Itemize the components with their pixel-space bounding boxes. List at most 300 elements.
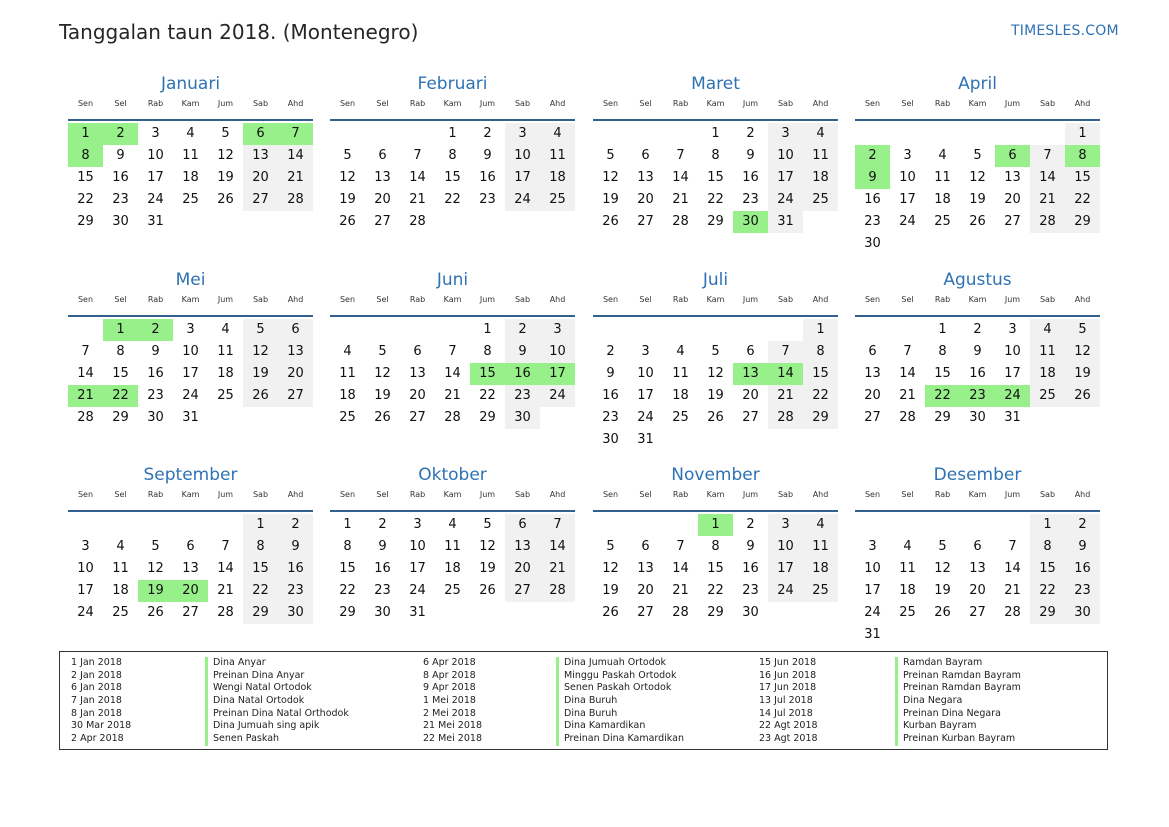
day-cell: 13 — [409, 366, 426, 381]
day-cell: 1 — [343, 517, 352, 532]
day-cell: 24 — [505, 189, 540, 211]
day-cell: 6 — [505, 514, 540, 536]
month-name: Juni — [436, 270, 469, 290]
weekday-label: Ahd — [1074, 490, 1091, 499]
day-cell: 11 — [803, 536, 838, 558]
holiday-name: Senen Paskah — [205, 733, 349, 746]
day-cell: 22 — [707, 192, 724, 207]
holiday-day-cell: 6 — [243, 123, 278, 145]
holiday-name: Dina Negara — [895, 695, 1021, 708]
day-cell: 20 — [637, 192, 654, 207]
day-cell: 2 — [505, 319, 540, 341]
weekday-label: Ahd — [287, 99, 304, 108]
day-cell: 15 — [934, 366, 951, 381]
day-cell: 4 — [803, 123, 838, 145]
day-cell: 25 — [672, 410, 689, 425]
day-cell: 5 — [343, 148, 352, 163]
day-cell: 8 — [1030, 536, 1065, 558]
day-cell: 1 — [243, 514, 278, 536]
weekday-label: Sab — [777, 490, 794, 499]
holiday-date: 8 Jan 2018 — [71, 707, 122, 719]
day-cell: 20 — [969, 583, 986, 598]
day-cell: 14 — [409, 170, 426, 185]
month-divider — [68, 119, 313, 121]
weekday-label: Ahd — [549, 99, 566, 108]
day-cell: 18 — [540, 167, 575, 189]
day-cell: 12 — [602, 561, 619, 576]
day-cell: 23 — [505, 385, 540, 407]
day-cell: 28 — [1030, 211, 1065, 233]
day-cell: 11 — [112, 561, 129, 576]
weekday-label: Sel — [376, 295, 389, 304]
day-cell: 3 — [505, 123, 540, 145]
day-cell: 15 — [803, 363, 838, 385]
day-cell: 19 — [217, 170, 234, 185]
day-cell: 21 — [217, 583, 234, 598]
day-cell: 31 — [147, 214, 164, 229]
day-cell: 28 — [540, 580, 575, 602]
day-cell: 21 — [672, 583, 689, 598]
day-cell: 19 — [602, 192, 619, 207]
day-cell: 24 — [768, 580, 803, 602]
day-cell: 21 — [444, 388, 461, 403]
weekday-header — [593, 490, 838, 506]
day-cell: 27 — [278, 385, 313, 407]
holiday-day-cell: 13 — [733, 363, 768, 385]
day-cell: 3 — [868, 539, 877, 554]
day-cell: 26 — [147, 605, 164, 620]
day-cell: 12 — [707, 366, 724, 381]
day-cell: 17 — [147, 170, 164, 185]
day-cell: 3 — [1008, 322, 1017, 337]
day-cell: 20 — [637, 583, 654, 598]
holiday-date: 8 Apr 2018 — [423, 669, 476, 681]
day-cell: 30 — [1065, 602, 1100, 624]
day-cell: 19 — [479, 561, 496, 576]
month-divider — [855, 119, 1100, 121]
day-cell: 9 — [378, 539, 387, 554]
day-cell: 26 — [602, 214, 619, 229]
day-cell: 21 — [1004, 583, 1021, 598]
day-grid — [68, 319, 313, 473]
day-cell: 17 — [899, 192, 916, 207]
day-cell: 11 — [672, 366, 689, 381]
day-cell: 14 — [672, 170, 689, 185]
holiday-day-cell: 16 — [505, 363, 540, 385]
day-cell: 8 — [938, 344, 947, 359]
day-cell: 1 — [483, 322, 492, 337]
weekday-label: Sen — [864, 295, 881, 304]
day-cell: 19 — [1065, 363, 1100, 385]
weekday-label: Kam — [968, 490, 987, 499]
weekday-label: Sel — [639, 295, 652, 304]
day-cell: 5 — [151, 539, 160, 554]
weekday-label: Rab — [147, 99, 164, 108]
day-cell: 18 — [934, 192, 951, 207]
day-cell: 3 — [540, 319, 575, 341]
day-cell: 14 — [540, 536, 575, 558]
month-mei — [68, 270, 313, 470]
day-grid — [855, 319, 1100, 473]
day-cell: 28 — [899, 410, 916, 425]
day-cell: 2 — [278, 514, 313, 536]
day-cell: 28 — [217, 605, 234, 620]
day-cell: 28 — [1004, 605, 1021, 620]
month-divider — [330, 510, 575, 512]
day-cell: 2 — [746, 517, 755, 532]
day-cell: 27 — [1004, 214, 1021, 229]
day-cell: 3 — [641, 344, 650, 359]
day-cell: 8 — [711, 148, 720, 163]
day-cell: 30 — [969, 410, 986, 425]
day-cell: 13 — [864, 366, 881, 381]
day-cell: 31 — [182, 410, 199, 425]
day-cell: 12 — [479, 539, 496, 554]
day-cell: 16 — [1065, 558, 1100, 580]
day-cell: 11 — [540, 145, 575, 167]
weekday-label: Sel — [114, 490, 127, 499]
weekday-label: Sen — [602, 99, 619, 108]
weekday-header — [68, 490, 313, 506]
holiday-day-cell: 8 — [68, 145, 103, 167]
day-cell: 6 — [378, 148, 387, 163]
day-cell: 29 — [707, 214, 724, 229]
day-cell: 22 — [1065, 189, 1100, 211]
day-cell: 16 — [864, 192, 881, 207]
day-cell: 25 — [803, 189, 838, 211]
day-cell: 10 — [182, 344, 199, 359]
holiday-day-cell: 1 — [698, 514, 733, 536]
weekday-header — [330, 99, 575, 115]
day-cell: 10 — [540, 341, 575, 363]
day-cell: 11 — [899, 561, 916, 576]
day-cell: 7 — [448, 344, 457, 359]
day-cell: 29 — [339, 605, 356, 620]
weekday-label: Jum — [217, 490, 234, 499]
day-cell: 12 — [602, 170, 619, 185]
day-cell: 10 — [864, 561, 881, 576]
day-cell: 25 — [803, 580, 838, 602]
day-cell: 5 — [483, 517, 492, 532]
holiday-name: Preinan Ramdan Bayram — [895, 682, 1021, 695]
holiday-date: 15 Jun 2018 — [759, 657, 817, 668]
day-cell: 20 — [864, 388, 881, 403]
day-cell: 22 — [444, 192, 461, 207]
weekday-label: Sab — [514, 295, 531, 304]
day-cell: 5 — [221, 126, 230, 141]
day-cell: 4 — [1030, 319, 1065, 341]
day-cell: 10 — [899, 170, 916, 185]
month-name: Oktober — [418, 465, 487, 485]
weekday-label: Jum — [742, 99, 759, 108]
day-cell: 13 — [637, 561, 654, 576]
day-cell: 21 — [278, 167, 313, 189]
holiday-day-cell: 21 — [68, 385, 103, 407]
weekday-header — [68, 99, 313, 115]
day-cell: 1 — [938, 322, 947, 337]
day-cell: 19 — [339, 192, 356, 207]
day-cell: 24 — [182, 388, 199, 403]
day-cell: 9 — [116, 148, 125, 163]
day-cell: 12 — [1065, 341, 1100, 363]
holiday-name: Preinan Dina Kamardikan — [556, 733, 684, 746]
day-cell: 26 — [602, 605, 619, 620]
day-cell: 9 — [746, 148, 755, 163]
day-grid — [593, 123, 838, 277]
day-cell: 15 — [77, 170, 94, 185]
brand-link[interactable]: TIMESLES.COM — [1011, 23, 1119, 39]
day-cell: 27 — [243, 189, 278, 211]
day-cell: 30 — [602, 432, 619, 447]
weekday-label: Sen — [77, 490, 94, 499]
day-cell: 23 — [479, 192, 496, 207]
day-cell: 28 — [409, 214, 426, 229]
day-cell: 3 — [768, 123, 803, 145]
weekday-label: Rab — [934, 99, 951, 108]
month-name: September — [143, 465, 238, 485]
holiday-name: Kurban Bayram — [895, 720, 1021, 733]
day-cell: 2 — [973, 322, 982, 337]
day-cell: 21 — [672, 192, 689, 207]
day-grid — [855, 514, 1100, 668]
day-cell: 14 — [278, 145, 313, 167]
page-title: Tanggalan taun 2018. (Montenegro) — [59, 20, 419, 44]
weekday-label: Rab — [672, 295, 689, 304]
holiday-date: 2 Jan 2018 — [71, 669, 122, 681]
day-cell: 27 — [637, 605, 654, 620]
day-cell: 4 — [938, 148, 947, 163]
day-cell: 14 — [77, 366, 94, 381]
day-cell: 25 — [899, 605, 916, 620]
weekday-label: Jum — [1004, 490, 1021, 499]
day-cell: 6 — [186, 539, 195, 554]
day-cell: 2 — [378, 517, 387, 532]
day-cell: 7 — [676, 539, 685, 554]
day-cell: 15 — [707, 170, 724, 185]
holiday-date: 1 Mei 2018 — [423, 695, 476, 707]
day-cell: 3 — [186, 322, 195, 337]
day-cell: 26 — [374, 410, 391, 425]
month-divider — [855, 315, 1100, 317]
weekday-label: Rab — [409, 490, 426, 499]
day-cell: 24 — [637, 410, 654, 425]
holiday-day-cell: 24 — [995, 385, 1030, 407]
month-september — [68, 465, 313, 665]
holiday-day-cell: 8 — [1065, 145, 1100, 167]
holiday-dates-column — [423, 657, 482, 746]
weekday-label: Kam — [181, 295, 200, 304]
weekday-label: Ahd — [812, 99, 829, 108]
weekday-label: Sab — [514, 99, 531, 108]
day-cell: 27 — [864, 410, 881, 425]
day-cell: 2 — [746, 126, 755, 141]
day-cell: 29 — [1030, 602, 1065, 624]
weekday-label: Kam — [443, 295, 462, 304]
weekday-label: Ahd — [1074, 99, 1091, 108]
day-cell: 5 — [711, 344, 720, 359]
day-cell: 6 — [641, 148, 650, 163]
day-cell: 30 — [864, 236, 881, 251]
holiday-day-cell: 9 — [855, 167, 890, 189]
month-agustus — [855, 270, 1100, 470]
month-name: Februari — [417, 74, 488, 94]
day-cell: 1 — [711, 126, 720, 141]
holiday-day-cell: 15 — [470, 363, 505, 385]
weekday-label: Kam — [706, 295, 725, 304]
weekday-label: Ahd — [287, 295, 304, 304]
day-cell: 29 — [112, 410, 129, 425]
month-desember — [855, 465, 1100, 665]
weekday-label: Ahd — [549, 490, 566, 499]
day-cell: 24 — [540, 385, 575, 407]
month-name: Agustus — [943, 270, 1012, 290]
day-cell: 6 — [278, 319, 313, 341]
day-cell: 28 — [77, 410, 94, 425]
day-cell: 26 — [1065, 385, 1100, 407]
day-cell: 16 — [742, 170, 759, 185]
weekday-label: Ahd — [549, 295, 566, 304]
holiday-name: Preinan Dina Negara — [895, 708, 1021, 721]
weekday-label: Sel — [901, 490, 914, 499]
day-cell: 17 — [768, 167, 803, 189]
day-grid — [593, 514, 838, 668]
weekday-label: Rab — [147, 490, 164, 499]
day-cell: 8 — [448, 148, 457, 163]
weekday-header — [330, 490, 575, 506]
day-cell: 27 — [505, 580, 540, 602]
weekday-label: Rab — [934, 295, 951, 304]
day-cell: 16 — [602, 388, 619, 403]
day-cell: 7 — [221, 539, 230, 554]
day-cell: 31 — [768, 211, 803, 233]
day-grid — [330, 123, 575, 277]
day-cell: 5 — [938, 539, 947, 554]
day-cell: 24 — [768, 189, 803, 211]
holiday-name: Dina Jumuah Ortodok — [556, 657, 684, 670]
day-cell: 24 — [77, 605, 94, 620]
day-cell: 30 — [147, 410, 164, 425]
day-cell: 19 — [602, 583, 619, 598]
day-cell: 21 — [1030, 189, 1065, 211]
day-cell: 14 — [899, 366, 916, 381]
day-cell: 14 — [444, 366, 461, 381]
day-cell: 22 — [803, 385, 838, 407]
weekday-label: Sab — [777, 99, 794, 108]
day-cell: 11 — [182, 148, 199, 163]
day-cell: 23 — [147, 388, 164, 403]
day-cell: 14 — [672, 561, 689, 576]
day-cell: 12 — [217, 148, 234, 163]
day-cell: 29 — [803, 407, 838, 429]
month-divider — [330, 119, 575, 121]
holiday-name: Dina Buruh — [556, 708, 684, 721]
day-cell: 17 — [77, 583, 94, 598]
day-cell: 7 — [903, 344, 912, 359]
weekday-label: Sel — [376, 99, 389, 108]
day-cell: 3 — [151, 126, 160, 141]
holiday-name: Dina Natal Ortodok — [205, 695, 349, 708]
month-name: Mei — [175, 270, 206, 290]
holiday-day-cell: 2 — [855, 145, 890, 167]
day-cell: 10 — [409, 539, 426, 554]
weekday-label: Sen — [339, 490, 356, 499]
holiday-day-cell: 1 — [103, 319, 138, 341]
holiday-date: 23 Agt 2018 — [759, 733, 818, 745]
holiday-name: Wengi Natal Ortodok — [205, 682, 349, 695]
weekday-label: Sen — [602, 490, 619, 499]
day-cell: 10 — [768, 145, 803, 167]
day-cell: 3 — [413, 517, 422, 532]
weekday-label: Sel — [114, 99, 127, 108]
holiday-name: Ramdan Bayram — [895, 657, 1021, 670]
day-cell: 18 — [1030, 363, 1065, 385]
month-divider — [855, 510, 1100, 512]
weekday-label: Sab — [777, 295, 794, 304]
holiday-day-cell: 7 — [278, 123, 313, 145]
holiday-name: Dina Anyar — [205, 657, 349, 670]
day-cell: 3 — [768, 514, 803, 536]
weekday-header — [593, 99, 838, 115]
day-grid — [330, 514, 575, 668]
day-cell: 9 — [973, 344, 982, 359]
day-cell: 10 — [77, 561, 94, 576]
day-cell: 16 — [374, 561, 391, 576]
day-cell: 27 — [969, 605, 986, 620]
day-cell: 18 — [217, 366, 234, 381]
month-name: Juli — [702, 270, 729, 290]
month-divider — [593, 510, 838, 512]
holiday-day-cell: 2 — [103, 123, 138, 145]
day-cell: 19 — [243, 363, 278, 385]
weekday-label: Sen — [864, 99, 881, 108]
month-oktober — [330, 465, 575, 665]
day-cell: 31 — [864, 627, 881, 642]
holiday-date: 1 Jan 2018 — [71, 657, 122, 668]
day-cell: 30 — [505, 407, 540, 429]
month-maret — [593, 74, 838, 274]
holiday-day-cell: 30 — [733, 211, 768, 233]
day-cell: 5 — [243, 319, 278, 341]
day-cell: 1 — [803, 319, 838, 341]
holiday-name: Preinan Dina Natal Orthodok — [205, 708, 349, 721]
day-cell: 25 — [182, 192, 199, 207]
day-cell: 9 — [151, 344, 160, 359]
day-cell: 13 — [1004, 170, 1021, 185]
weekday-label: Jum — [217, 295, 234, 304]
weekday-label: Sen — [864, 490, 881, 499]
weekday-label: Kam — [968, 295, 987, 304]
day-cell: 24 — [864, 605, 881, 620]
day-cell: 1 — [1030, 514, 1065, 536]
weekday-label: Jum — [742, 490, 759, 499]
weekday-label: Sen — [339, 295, 356, 304]
day-grid — [68, 514, 313, 668]
weekday-label: Kam — [706, 99, 725, 108]
month-name: Januari — [160, 74, 221, 94]
day-cell: 30 — [278, 602, 313, 624]
day-cell: 19 — [707, 388, 724, 403]
day-cell: 12 — [934, 561, 951, 576]
day-cell: 3 — [903, 148, 912, 163]
day-cell: 18 — [803, 558, 838, 580]
day-cell: 22 — [77, 192, 94, 207]
day-cell: 27 — [409, 410, 426, 425]
weekday-label: Kam — [443, 99, 462, 108]
holiday-date: 16 Jun 2018 — [759, 669, 817, 681]
weekday-label: Sab — [252, 99, 269, 108]
holiday-date: 30 Mar 2018 — [71, 720, 132, 732]
day-cell: 7 — [1030, 145, 1065, 167]
